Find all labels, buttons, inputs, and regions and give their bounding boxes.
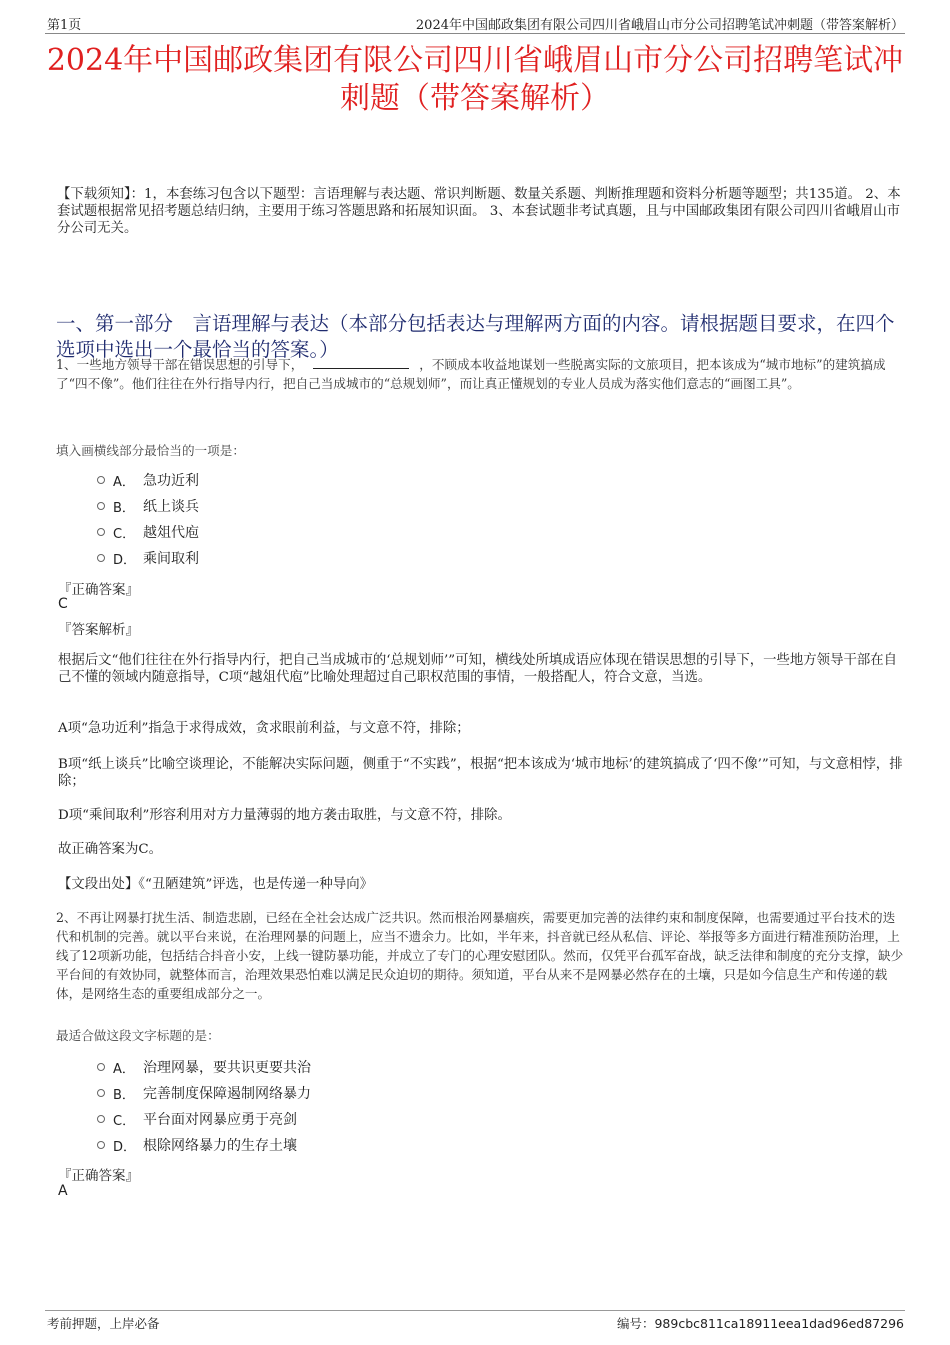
radio-icon[interactable] [97, 1141, 105, 1149]
question-1-prompt: 填入画横线部分最恰当的一项是： [56, 443, 245, 458]
question-1-text-before: 1、一些地方领导干部在错误思想的引导下， [56, 357, 304, 372]
option-text: 乘间取利 [143, 551, 199, 567]
radio-icon[interactable] [97, 1115, 105, 1123]
q1-option-b[interactable] [97, 495, 199, 517]
footer-doc-code [617, 1314, 904, 1332]
radio-icon[interactable] [97, 1089, 105, 1097]
option-letter: B． [113, 500, 135, 516]
option-letter: C． [113, 526, 136, 542]
option-text: 越俎代庖 [143, 525, 199, 541]
q1-analysis-label: 『答案解析』 [58, 622, 139, 638]
q1-analysis-paragraph: 根据后文“他们往往在外行指导内行，把自己当成城市的‘总规划师’”可知，横线处所填成语应体现在错误思想的引导下，一些地方领导干部在自己不懂的领域内随意指导，C项“越俎代庖”比喻处理超过自己职权范围的事情，一般搭配人，符合文意，当选。 [58, 653, 898, 685]
radio-icon[interactable] [97, 502, 105, 510]
option-letter: A． [113, 474, 135, 490]
question-2-prompt: 最适合做这段文字标题的是： [56, 1028, 220, 1043]
option-text: 治理网暴，要共识更要共治 [143, 1060, 311, 1076]
radio-icon[interactable] [97, 528, 105, 536]
radio-icon[interactable] [97, 554, 105, 562]
q2-option-d[interactable] [97, 1134, 297, 1156]
q2-option-a[interactable] [97, 1056, 311, 1078]
document-title: 2024年中国邮政集团有限公司四川省峨眉山市分公司招聘笔试冲刺题（带答案解析） [46, 43, 904, 116]
header-divider [45, 33, 905, 34]
option-text: 根除网络暴力的生存土壤 [143, 1138, 297, 1154]
option-letter: D． [113, 1139, 137, 1155]
q1-conclusion: 故正确答案为C。 [58, 842, 162, 857]
option-letter: D． [113, 552, 137, 568]
q2-answer-label: 『正确答案』 [58, 1168, 139, 1184]
radio-icon[interactable] [97, 476, 105, 484]
download-notice: 【下载须知】：1，本套练习包含以下题型：言语理解与表达题、常识判断题、数量关系题、判断推理题和资料分析题等题型；共135道。 2、本套试题根据常见招考题总结归纳，主要用于练习答题思路和拓展知识面。 3、本套试题非考试真题，且与中国邮政集团有限公司四川省峨眉山市分公司无关。 [57, 187, 901, 236]
doc-code-label: 编号： [616, 1316, 655, 1331]
question-1-blank [313, 356, 409, 369]
q1-answer-label: 『正确答案』 [58, 582, 139, 598]
question-1-text-after: ，不顾成本收益地谋划一些脱离实际的文旅项目，把本该成为“城市地标”的建筑搞成了“四不像”。他们往往在外行指导内行，把自己当成城市的“总规划师”，而让真正懂规划的专业人员成为落实他们意志的“画图工具”。 [56, 357, 886, 391]
option-letter: B． [113, 1087, 135, 1103]
option-text: 急功近利 [143, 473, 199, 489]
q1-analysis-paragraph: D项“乘间取利”形容利用对方力量薄弱的地方袭击取胜，与文意不符，排除。 [58, 808, 511, 823]
footer-divider [45, 1310, 905, 1311]
q1-option-a[interactable] [97, 469, 199, 491]
page-number: 第1页 [47, 18, 82, 33]
q1-option-c[interactable] [97, 521, 199, 543]
radio-icon[interactable] [97, 1063, 105, 1071]
q2-answer: A [58, 1183, 68, 1199]
option-text: 平台面对网暴应勇于亮剑 [143, 1112, 297, 1128]
question-2-text: 2、不再让网暴打扰生活、制造悲剧，已经在全社会达成广泛共识。然而根治网暴痼疾，需要更加完善的法律约束和制度保障，也需要通过平台技术的迭代和机制的完善。就以平台来说，在治理网暴的问题上，应当不遗余力。比如，半年来，抖音就已经从私信、评论、举报等多方面进行精准预防治理，上线了12项新功能，包括结合抖音小安，上线一键防暴功能，并成立了专门的心理安慰团队。然而，仅凭平台孤军奋战，缺乏法律和制度的充分支撑，缺少平台间的有效协同，就整体而言，治理效果恐怕难以满足民众迫切的期待。须知道，平台从来不是网暴必然存在的土壤，只是如今信息生产和传递的载体，是网络生态的重要组成部分之一。 [56, 910, 904, 1001]
option-text: 完善制度保障遏制网络暴力 [143, 1086, 311, 1102]
option-text: 纸上谈兵 [143, 499, 199, 515]
option-letter: C． [113, 1113, 136, 1129]
q1-source: 【文段出处】《“丑陋建筑”评选，也是传递一种导向》 [58, 877, 373, 892]
q2-option-c[interactable] [97, 1108, 297, 1130]
doc-code-value: 989cbc811ca18911eea1dad96ed87296 [654, 1316, 904, 1331]
footer-slogan: 考前押题，上岸必备 [47, 1316, 160, 1331]
question-1-text [56, 355, 905, 393]
q1-analysis-paragraph: B项“纸上谈兵”比喻空谈理论，不能解决实际问题，侧重于“不实践”，根据“把本该成为‘城市地标’的建筑搞成了‘四不像’”可知，与文意相悖，排除； [58, 757, 903, 789]
q1-option-d[interactable] [97, 547, 199, 569]
q1-answer: C [58, 596, 68, 612]
section-heading: 一、第一部分 言语理解与表达（本部分包括表达与理解两方面的内容。请根据题目要求，在四个选项中选出一个最恰当的答案。） [56, 312, 895, 361]
q1-analysis-paragraph: A项“急功近利”指急于求得成效，贪求眼前利益，与文意不符，排除； [58, 721, 470, 736]
header-doc-title: 2024年中国邮政集团有限公司四川省峨眉山市分公司招聘笔试冲刺题（带答案解析） [415, 18, 904, 33]
option-letter: A． [113, 1061, 135, 1077]
q2-option-b[interactable] [97, 1082, 311, 1104]
